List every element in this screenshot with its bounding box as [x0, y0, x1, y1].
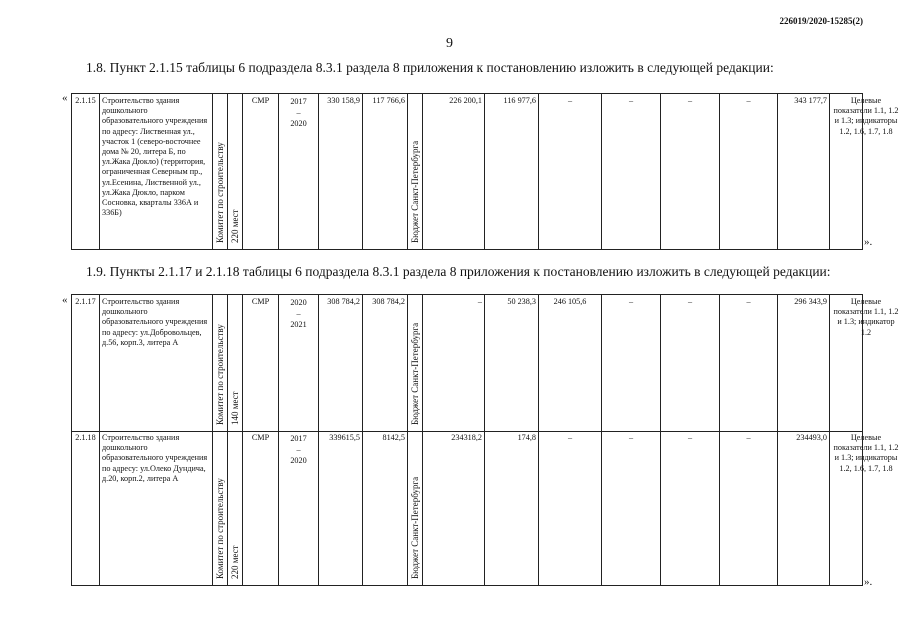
- cell-year-dash: –: [296, 309, 301, 318]
- cell-sum: 234493,0: [777, 431, 829, 585]
- vertical-text-customer: Комитет по строительству: [215, 478, 225, 579]
- cell-prev: 308 784,2: [362, 295, 407, 431]
- cell-y2023: –: [601, 431, 660, 585]
- cell-name: Строительство здания дошкольного образовательного учреждения по адресу: ул.Олеко Дундича, д.20, корп.2, литера А: [99, 431, 212, 585]
- cell-y2021: 116 977,6: [484, 94, 538, 249]
- table-row: [72, 431, 899, 585]
- cell-years: [278, 295, 318, 431]
- cell-indicators: Целевые показатели 1.1, 1.2 и 1.3; индикатор 1.2: [829, 295, 902, 431]
- cell-y2023: –: [601, 94, 660, 249]
- vertical-text-capacity: 140 мест: [230, 391, 240, 425]
- cell-years: [278, 431, 318, 585]
- cell-num: 2.1.15: [75, 96, 96, 105]
- table-1: [71, 93, 899, 250]
- cell-customer: [212, 295, 227, 431]
- vertical-text-source: Бюджет Санкт-Петербурга: [410, 322, 420, 425]
- cell-source: [407, 431, 422, 585]
- cell-year-end: 2020: [290, 119, 307, 128]
- cell-y2021: 174,8: [484, 431, 538, 585]
- open-quote: «: [62, 294, 68, 306]
- cell-total: 308 784,2: [318, 295, 362, 431]
- document-id: 226019/2020-15285(2): [779, 16, 863, 26]
- cell-y2021: 50 238,3: [484, 295, 538, 431]
- cell-num: 2.1.18: [75, 433, 96, 442]
- cell-name: Строительство здания дошкольного образовательного учреждения по адресу: ул.Добровольцев, д.56, корп.3, литера А: [99, 295, 212, 431]
- table-row: [72, 94, 899, 249]
- cell-y2024: –: [660, 94, 719, 249]
- cell-capacity: [227, 295, 242, 431]
- close-quote: ».: [864, 236, 873, 248]
- cell-y2025: –: [719, 94, 777, 249]
- vertical-text-customer: Комитет по строительству: [215, 324, 225, 425]
- cell-work: СМР: [242, 431, 278, 585]
- table-2: [71, 294, 899, 586]
- cell-work: СМР: [242, 94, 278, 249]
- vertical-text-capacity: 220 мест: [230, 209, 240, 243]
- cell-year-start: 2017: [290, 434, 307, 443]
- row-separator: [72, 431, 862, 432]
- cell-source: [407, 94, 422, 249]
- cell-total: 330 158,9: [318, 94, 362, 249]
- cell-y2020: –: [422, 295, 484, 431]
- vertical-text-customer: Комитет по строительству: [215, 142, 225, 243]
- cell-year-start: 2017: [290, 97, 307, 106]
- cell-capacity: [227, 94, 242, 249]
- close-quote: ».: [864, 576, 873, 588]
- page-number: 9: [446, 36, 453, 51]
- cell-num: 2.1.17: [75, 297, 96, 306]
- cell-source: [407, 295, 422, 431]
- cell-year-start: 2020: [290, 298, 307, 307]
- cell-y2022: 246 105,6: [538, 295, 601, 431]
- cell-customer: [212, 431, 227, 585]
- cell-y2025: –: [719, 431, 777, 585]
- cell-y2024: –: [660, 295, 719, 431]
- cell-customer: [212, 94, 227, 249]
- cell-year-dash: –: [296, 445, 301, 454]
- cell-years: [278, 94, 318, 249]
- cell-indicators: Целевые показатели 1.1, 1.2 и 1.3; индикаторы 1.2, 1.6, 1.7, 1.8: [829, 94, 902, 249]
- table-row: [72, 295, 899, 431]
- section-heading-1-8: 1.8. Пункт 2.1.15 таблицы 6 подраздела 8.3.1 раздела 8 приложения к постановлению изложить в следующей редакции:: [86, 60, 774, 75]
- cell-y2022: –: [538, 431, 601, 585]
- vertical-text-source: Бюджет Санкт-Петербурга: [410, 140, 420, 243]
- section-heading-1-9: 1.9. Пункты 2.1.17 и 2.1.18 таблицы 6 подраздела 8.3.1 раздела 8 приложения к постановлению изложить в следующей редакции:: [86, 264, 831, 279]
- cell-y2023: –: [601, 295, 660, 431]
- cell-y2025: –: [719, 295, 777, 431]
- cell-work: СМР: [242, 295, 278, 431]
- cell-sum: 296 343,9: [777, 295, 829, 431]
- cell-prev: 117 766,6: [362, 94, 407, 249]
- cell-total: 339615,5: [318, 431, 362, 585]
- open-quote: «: [62, 92, 68, 104]
- cell-prev: 8142,5: [362, 431, 407, 585]
- cell-y2022: –: [538, 94, 601, 249]
- cell-year-end: 2021: [290, 320, 307, 329]
- cell-year-end: 2020: [290, 456, 307, 465]
- vertical-text-source: Бюджет Санкт-Петербурга: [410, 476, 420, 579]
- vertical-text-capacity: 220 мест: [230, 545, 240, 579]
- cell-y2024: –: [660, 431, 719, 585]
- cell-capacity: [227, 431, 242, 585]
- cell-y2020: 226 200,1: [422, 94, 484, 249]
- cell-sum: 343 177,7: [777, 94, 829, 249]
- cell-indicators: Целевые показатели 1.1, 1.2 и 1.3; индикаторы 1.2, 1.6, 1.7, 1.8: [829, 431, 902, 585]
- cell-y2020: 234318,2: [422, 431, 484, 585]
- cell-name: Строительство здания дошкольного образовательного учреждения по адресу: Лиственная ул., участок 1 (северо-восточнее дома № 20, литера Б, по ул.Жака Дюкло) (территория, ограниченная Северным пр., ул.Есенина, Лиственной ул., ул.Жака Дюкло, парком Сосновка, кварталы 336А и 336Б): [99, 94, 212, 249]
- cell-year-dash: –: [296, 108, 301, 117]
